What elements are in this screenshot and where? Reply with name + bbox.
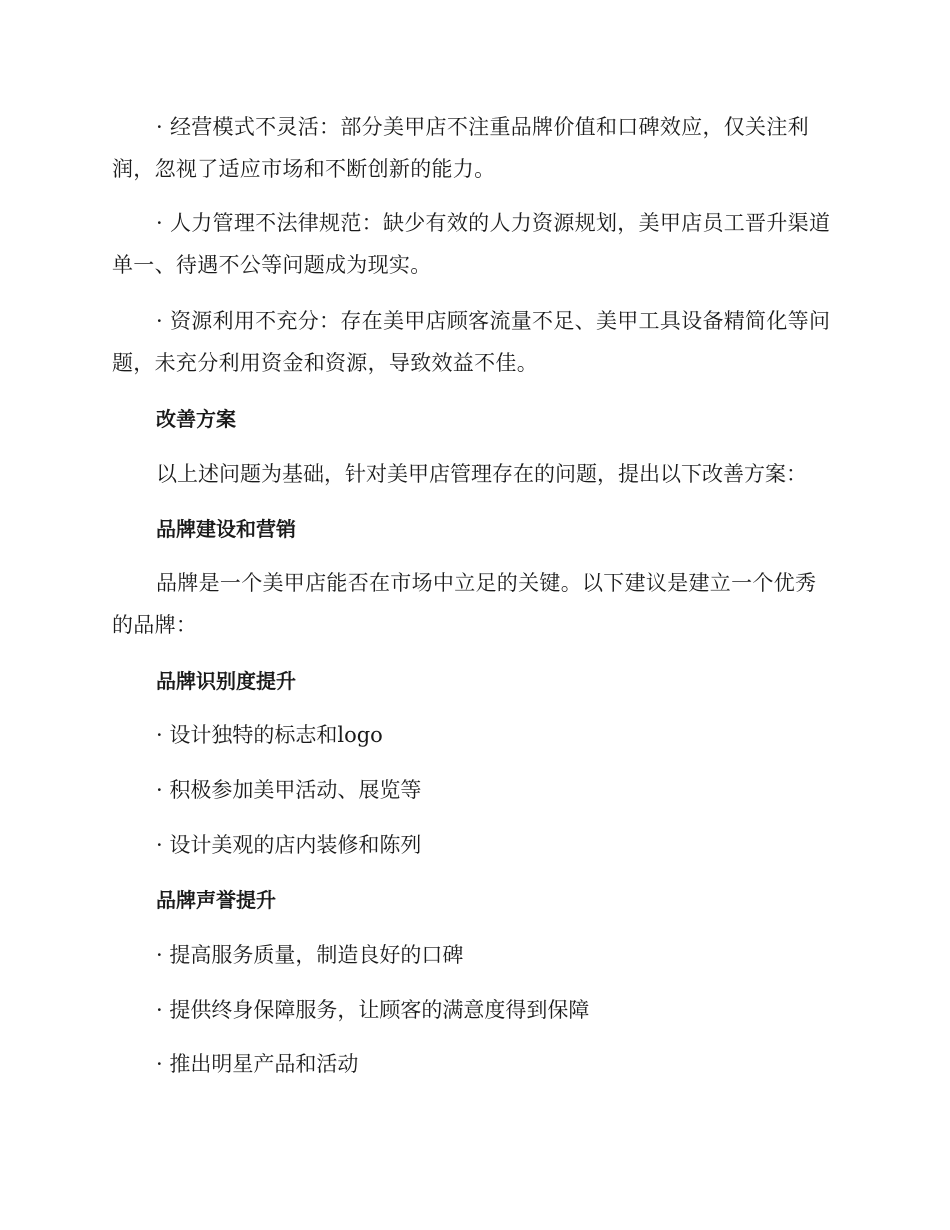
list-item: · 提供终身保障服务，让顾客的满意度得到保障 bbox=[156, 998, 590, 1022]
list-item: · 设计独特的标志和logo bbox=[156, 723, 383, 747]
list-item: · 设计美观的店内装修和陈列 bbox=[156, 833, 422, 857]
list-item: · 提高服务质量，制造良好的口碑 bbox=[156, 943, 464, 967]
list-item: · 推出明星产品和活动 bbox=[156, 1052, 359, 1076]
paragraph-brand-importance: 品牌是一个美甲店能否在市场中立足的关键。以下建议是建立一个优秀的品牌： bbox=[112, 571, 817, 637]
paragraph-hr-management: · 人力管理不法律规范：缺少有效的人力资源规划，美甲店员工晋升渠道单一、待遇不公等问题成为现实。 bbox=[112, 211, 831, 277]
heading-brand-building: 品牌建设和营销 bbox=[156, 517, 296, 541]
paragraph-improvement-intro: 以上述问题为基础，针对美甲店管理存在的问题，提出以下改善方案： bbox=[156, 462, 807, 486]
heading-brand-recognition: 品牌识别度提升 bbox=[156, 669, 296, 693]
list-item: · 积极参加美甲活动、展览等 bbox=[156, 778, 422, 802]
heading-improvement-plan: 改善方案 bbox=[156, 407, 236, 431]
heading-brand-reputation: 品牌声誉提升 bbox=[156, 888, 276, 912]
paragraph-business-model: · 经营模式不灵活：部分美甲店不注重品牌价值和口碑效应，仅关注利润，忽视了适应市场和不断创新的能力。 bbox=[112, 115, 809, 181]
paragraph-resource-use: · 资源利用不充分：存在美甲店顾客流量不足、美甲工具设备精简化等问题，未充分利用资金和资源，导致效益不佳。 bbox=[112, 309, 831, 375]
